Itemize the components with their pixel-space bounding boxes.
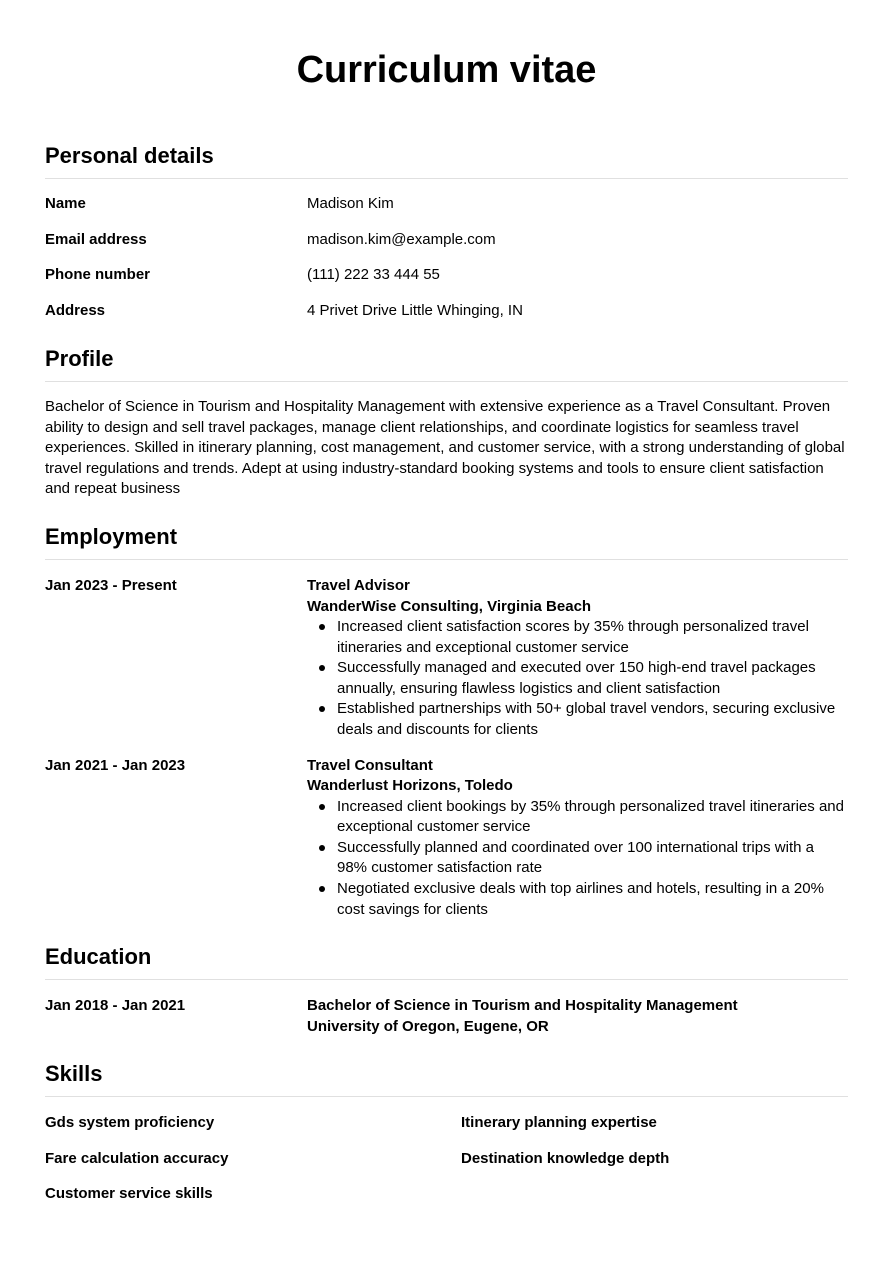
education-dates: Jan 2018 - Jan 2021 xyxy=(45,997,186,1014)
skill-item: Destination knowledge depth xyxy=(461,1149,670,1167)
job-title: Travel Advisor xyxy=(307,577,410,594)
detail-value: madison.kim@example.com xyxy=(307,230,496,248)
job-dates: Jan 2023 - Present xyxy=(45,577,177,594)
education-degree: Bachelor of Science in Tourism and Hospitality Management xyxy=(307,997,738,1014)
list-item: Successfully managed and executed over 150 high-end travel packages annually, ensuring flawless logistics and client satisfaction xyxy=(337,658,848,699)
list-item: Established partnerships with 50+ global travel vendors, securing exclusive deals and discounts for clients xyxy=(337,699,848,740)
skill-item: Itinerary planning expertise xyxy=(461,1114,657,1131)
list-item: Successfully planned and coordinated over 100 international trips with a 98% customer satisfaction rate xyxy=(337,838,848,879)
page-title: Curriculum vitae xyxy=(296,49,597,91)
detail-value: (111) 222 33 444 55 xyxy=(307,266,440,283)
skills-section xyxy=(45,1060,848,1205)
detail-row-address xyxy=(45,301,848,322)
skill-item: Customer service skills xyxy=(45,1185,213,1202)
job-company: WanderWise Consulting, Virginia Beach xyxy=(307,597,592,615)
personal-details-section xyxy=(45,142,848,321)
detail-value: 4 Privet Drive Little Whinging, IN xyxy=(307,301,523,319)
detail-row-email xyxy=(45,230,848,251)
section-heading-employment: Employment xyxy=(45,523,848,560)
detail-label: Email address xyxy=(45,230,147,248)
education-section xyxy=(45,943,848,1037)
job-company: Wanderlust Horizons, Toledo xyxy=(307,777,513,795)
detail-row-name xyxy=(45,194,848,215)
education-entry xyxy=(45,996,848,1037)
detail-label: Address xyxy=(45,301,106,319)
skill-item: Gds system proficiency xyxy=(45,1114,215,1131)
list-item: Increased client bookings by 35% through personalized travel itineraries and exceptional customer service xyxy=(337,797,848,838)
detail-row-phone xyxy=(45,265,848,286)
section-heading-profile: Profile xyxy=(45,345,848,382)
detail-label: Name xyxy=(45,195,86,212)
job-dates: Jan 2021 - Jan 2023 xyxy=(45,756,186,774)
detail-value: Madison Kim xyxy=(307,195,394,212)
skills-grid xyxy=(45,1113,848,1205)
employment-section xyxy=(45,523,848,920)
job-entry xyxy=(45,756,848,921)
section-heading-personal: Personal details xyxy=(45,142,848,179)
detail-label: Phone number xyxy=(45,266,151,283)
profile-section xyxy=(45,345,848,500)
education-school: University of Oregon, Eugene, OR xyxy=(307,1017,549,1035)
skill-item: Fare calculation accuracy xyxy=(45,1149,229,1167)
list-item: Negotiated exclusive deals with top airlines and hotels, resulting in a 20% cost savings for clients xyxy=(337,879,848,920)
job-achievements xyxy=(307,617,848,741)
profile-summary: Bachelor of Science in Tourism and Hospitality Management with extensive experience as a Travel Consultant. Proven ability to design and sell travel packages, manage client relationships, and coordinate logistics for seamless travel experiences. Skilled in itinerary planning, cost management, and customer service, with a strong understanding of global travel regulations and trends. Adept at using industry-standard booking systems and tools to ensure client satisfaction and repeat business xyxy=(45,398,845,498)
job-title: Travel Consultant xyxy=(307,756,433,774)
job-achievements xyxy=(307,797,848,921)
list-item: Increased client satisfaction scores by 35% through personalized travel itineraries and exceptional customer service xyxy=(337,617,848,658)
section-heading-skills: Skills xyxy=(45,1060,848,1097)
section-heading-education: Education xyxy=(45,943,848,980)
job-entry xyxy=(45,576,848,741)
